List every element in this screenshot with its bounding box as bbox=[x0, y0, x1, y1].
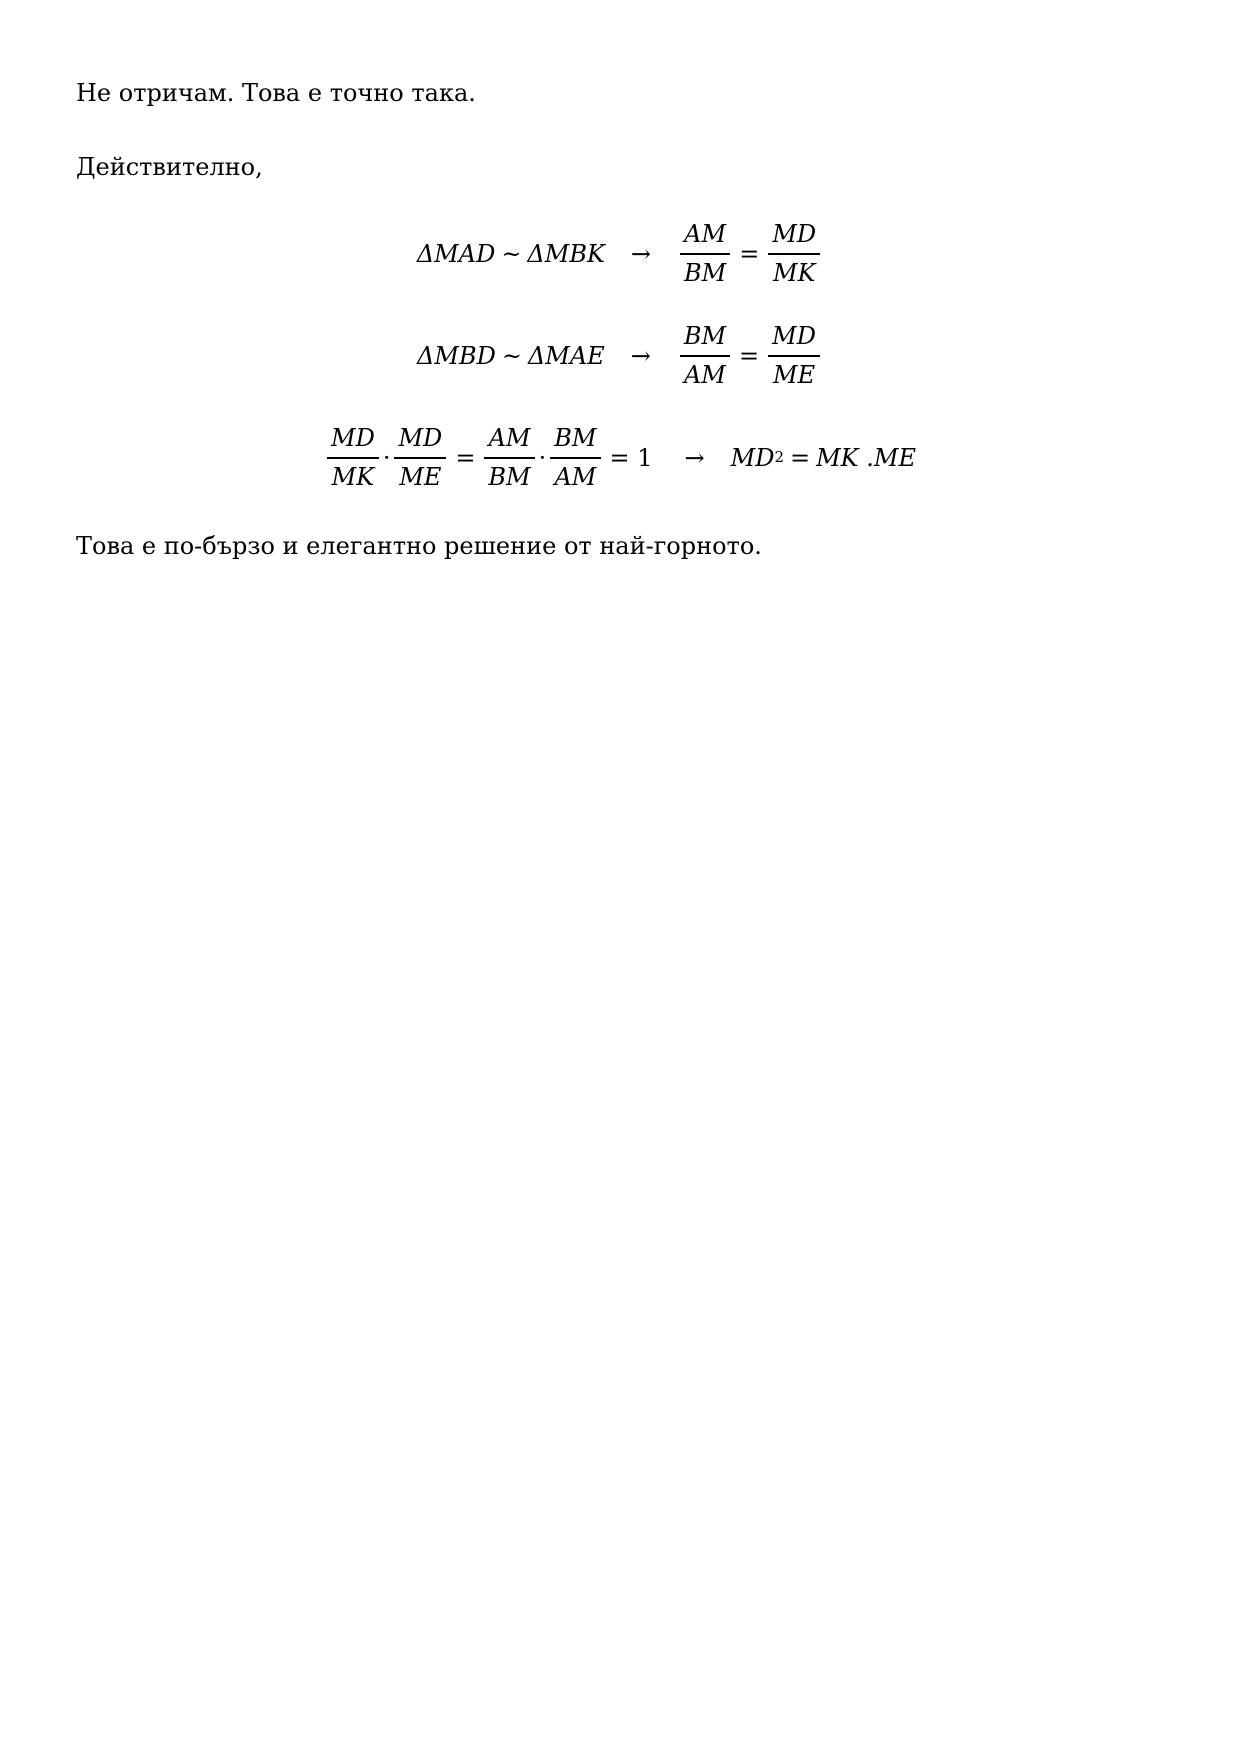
fraction-bar bbox=[394, 457, 446, 459]
exponent-2: 2 bbox=[774, 448, 784, 467]
similar-sign: ~ bbox=[501, 341, 522, 370]
equation-3 bbox=[0, 424, 1240, 492]
implies-arrow: → bbox=[630, 239, 652, 268]
result-md: MD bbox=[730, 443, 775, 472]
numerator: AM bbox=[488, 424, 531, 452]
equals-sign: = bbox=[455, 443, 476, 472]
equals-sign: = bbox=[790, 443, 811, 472]
equation-1 bbox=[0, 220, 1240, 288]
denominator: MK bbox=[331, 462, 375, 491]
paragraph-3: Това е по-бързо и елегантно решение от най-горното. bbox=[76, 532, 762, 560]
fraction-md-mk bbox=[327, 424, 379, 492]
triangle-mbk: ΔMBK bbox=[527, 239, 605, 268]
paragraph-2: Действително, bbox=[76, 153, 263, 181]
denominator: BM bbox=[684, 258, 727, 287]
fraction-bar bbox=[768, 355, 820, 357]
triangle-mae: ΔMAE bbox=[527, 341, 605, 370]
numerator: BM bbox=[683, 322, 727, 350]
fraction-bar bbox=[680, 253, 730, 255]
result-mk-me: MK .ME bbox=[816, 443, 916, 472]
fraction-am-bm bbox=[484, 424, 534, 492]
multiply-dot: · bbox=[538, 443, 547, 472]
numerator: BM bbox=[554, 424, 597, 452]
triangle-mbd: ΔMBD bbox=[417, 341, 496, 370]
numerator: MD bbox=[772, 322, 816, 350]
fraction-bm-am bbox=[680, 322, 730, 390]
fraction-md-me bbox=[394, 424, 446, 492]
fraction-bar bbox=[484, 457, 534, 459]
triangle-mad: ΔMAD bbox=[416, 239, 496, 268]
numerator: MD bbox=[772, 220, 817, 248]
fraction-bar bbox=[680, 355, 730, 357]
fraction-md-me bbox=[768, 322, 820, 390]
numerator: AM bbox=[684, 220, 727, 248]
equals-sign: = bbox=[739, 341, 760, 370]
multiply-dot: · bbox=[382, 443, 391, 472]
equals-one: = 1 bbox=[609, 443, 653, 472]
denominator: AM bbox=[554, 462, 597, 491]
fraction-bar bbox=[768, 253, 820, 255]
numerator: MD bbox=[331, 424, 375, 452]
fraction-md-mk bbox=[768, 220, 820, 288]
denominator: ME bbox=[773, 360, 816, 389]
equals-sign: = bbox=[739, 239, 760, 268]
numerator: MD bbox=[398, 424, 443, 452]
implies-arrow: → bbox=[684, 443, 705, 472]
equation-2 bbox=[0, 322, 1240, 390]
denominator: ME bbox=[399, 462, 442, 491]
denominator: BM bbox=[488, 462, 531, 491]
fraction-bm-am bbox=[550, 424, 600, 492]
fraction-bar bbox=[327, 457, 379, 459]
implies-arrow: → bbox=[630, 341, 651, 370]
similar-sign: ~ bbox=[501, 239, 522, 268]
fraction-bar bbox=[550, 457, 600, 459]
denominator: MK bbox=[773, 258, 816, 287]
fraction-am-bm bbox=[680, 220, 730, 288]
paragraph-1: Не отричам. Това е точно така. bbox=[76, 79, 476, 107]
denominator: AM bbox=[683, 360, 726, 389]
